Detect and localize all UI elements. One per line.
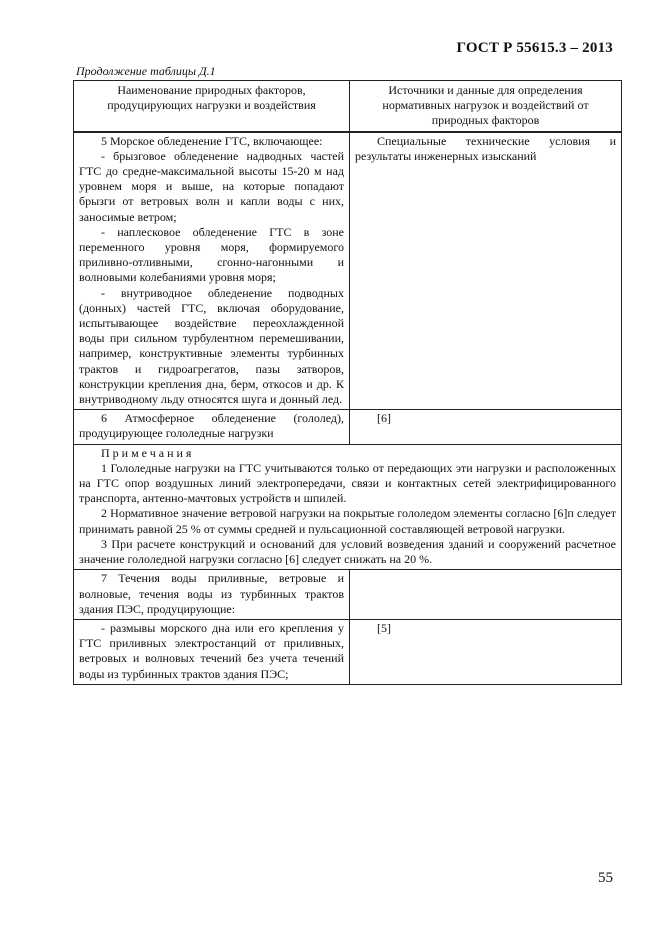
table-row (74, 570, 622, 620)
row-6-factor (74, 410, 350, 444)
table-header-row (74, 81, 622, 132)
note-item: 3 При расчете конструкций и оснований для условий возведения зданий и сооружений расчетное значение гололедной нагрузки согласно [6] следует снижать на 20 %. (79, 536, 616, 567)
notes-cell (74, 444, 622, 570)
row-5-paragraph: - наплесковое обледенение ГТС в зоне переменного уровня моря, формируемого приливно-отливными, сгонно-нагонными и волновыми колебаниями уровня моря; (79, 224, 344, 285)
row-7-text: 7 Течения воды приливные, ветровые и волновые, течения воды из турбинных трактов здания ПЭС, продуцирующие: (79, 571, 344, 616)
column-header-sources: Источники и данные для определения нормативных нагрузок и воздействий от природных факторов (350, 81, 622, 132)
column-header-factors: Наименование природных факторов, продуцирующих нагрузки и воздействия (74, 81, 350, 132)
row-5-factor (74, 132, 350, 410)
row-5-paragraph: - брызговое обледенение надводных частей ГТС до средне-максимальной высоты 15-20 м над уровнем моря и выше, на которые попадают брызги от ветровых волн и капли воды с них, заносимые ветром; (79, 148, 344, 224)
row-7-factor (74, 570, 350, 620)
row-5-paragraph: 5 Морское обледенение ГТС, включающее: (101, 133, 323, 148)
factors-table (73, 80, 622, 685)
document-id-header: ГОСТ Р 55615.3 – 2013 (456, 40, 613, 56)
table-row (74, 619, 622, 684)
row-7a-source (350, 619, 622, 684)
table-caption: Продолжение таблицы Д.1 (76, 64, 216, 78)
table-row (74, 410, 622, 444)
notes-row (74, 444, 622, 570)
row-7-source (350, 570, 622, 620)
row-7a-factor (74, 619, 350, 684)
note-item: 1 Гололедные нагрузки на ГТС учитываются только от передающих эти нагрузки и расположенных на ГТС опор воздушных линий электропередачи, связи и контактных сетей электрифицированного транспорта, антенно-мачтовых устройств и шпилей. (79, 460, 616, 506)
note-item: 2 Нормативное значение ветровой нагрузки на покрытые гололедом элементы согласно [6]п следует принимать равной 25 % от суммы средней и пульсационной составляющей ветровой нагрузки. (79, 506, 616, 536)
notes-title: Примечания (101, 445, 195, 460)
row-5-paragraph: - внутриводное обледенение подводных (донных) частей ГТС, включая оборудование, испытывающее воздействие переохлажденной воды при сильном турбулентном перемешивании, например, конструктивные элементы турбинных трактов и гидроагрегатов, пазы затворов, конструкции крепления дна, берм, откосов и др. К внутриводному льду относятся шуга и донный лед. (79, 285, 344, 407)
row-5-source (350, 132, 622, 410)
row-5-source-text: Специальные технические условия и результаты инженерных изысканий (355, 133, 616, 163)
row-7a-text: - размывы морского дна или его крепления у ГТС приливных электростанций от приливных, ветровых и волновых течений без учета течений воды из турбинных трактов здания ПЭС; (79, 620, 344, 681)
table-row (74, 132, 622, 410)
row-7a-source-text: [5] (377, 620, 391, 635)
page-number: 55 (598, 870, 613, 886)
row-6-source-text: [6] (377, 411, 391, 426)
row-6-source (350, 410, 622, 444)
row-6-text: 6 Атмосферное обледенение (гололед), продуцирующее гололедные нагрузки (79, 411, 344, 441)
